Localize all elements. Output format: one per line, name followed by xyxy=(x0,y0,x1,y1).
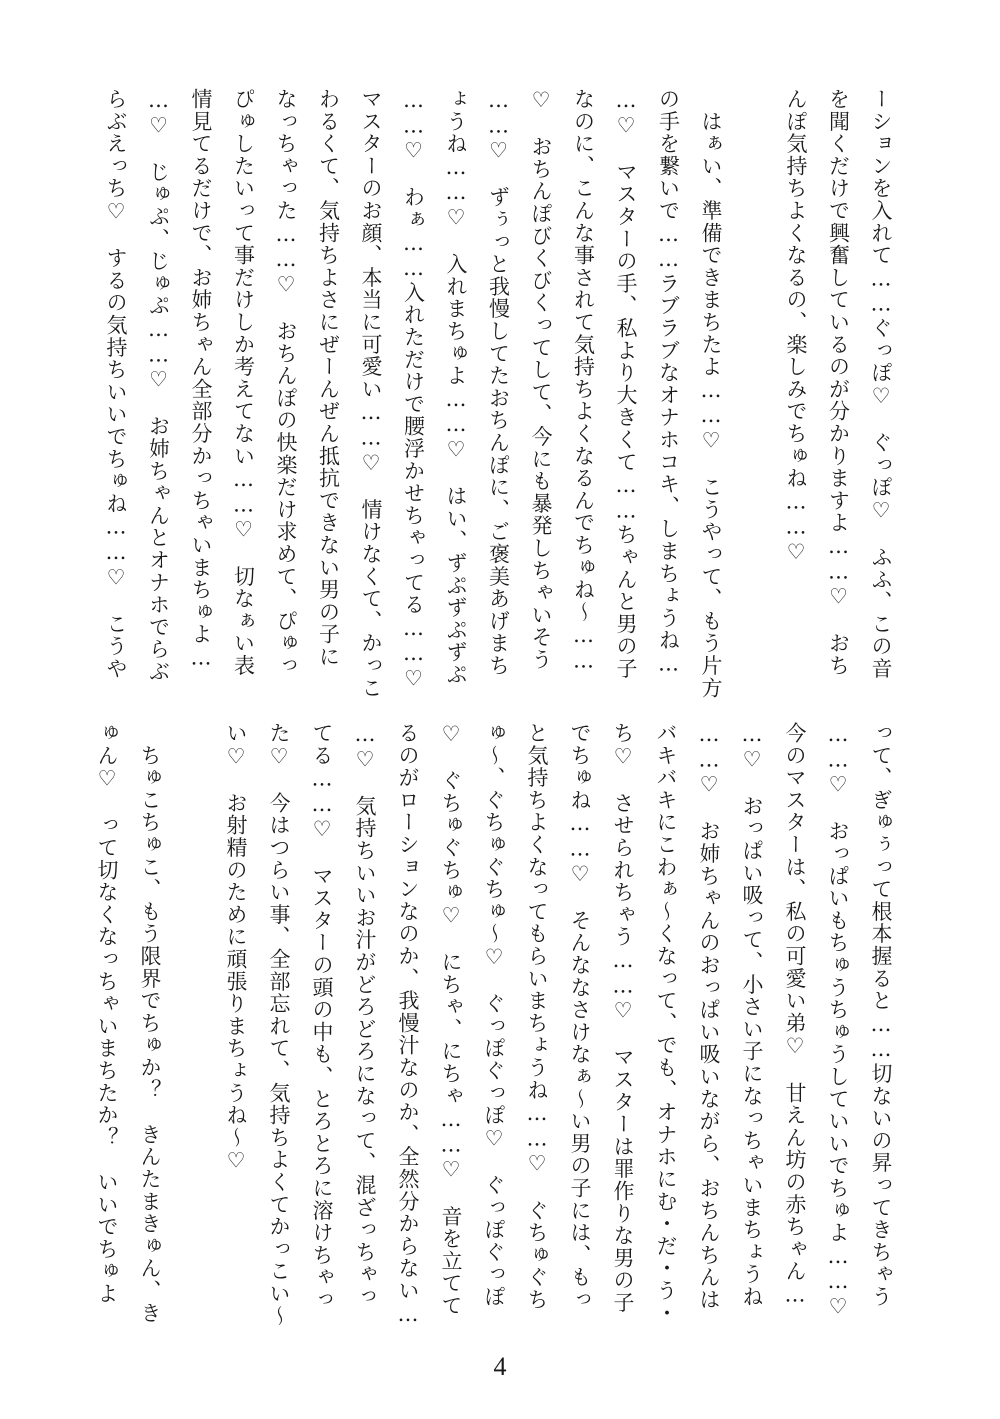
text-column: なのに、こんな事されて気持ちよくなるんでちゅね～…… xyxy=(571,88,596,674)
text-column: って、ぎゅぅって根本握ると……切ないの昇ってきちゃう xyxy=(869,722,893,1308)
text-column: …♡ おっぱい吸って、小さい子になっちゃいまちょうね xyxy=(740,722,764,1308)
text-column: マスターのお顔、本当に可愛い……♡ 情けなくて、かっこ xyxy=(359,88,383,700)
text-column: …♡ 気持ちいいお汁がどろどろになって、混ざっちゃっ xyxy=(353,722,377,1308)
text-column: …♡ マスターの手、私より大きくて……ちゃんと男の子 xyxy=(614,88,638,680)
text-column: を聞くだけで興奮しているのが分かりますよ……♡ おち xyxy=(826,88,851,677)
text-column: ……♡ お姉ちゃんのおっぱい吸いながら、おちんちんは xyxy=(697,722,721,1311)
text-column: ゅ～、ぐちゅぐちゅ～♡ ぐっぽぐっぽ♡ ぐっぽぐっぽ xyxy=(482,722,506,1308)
text-column: ……♡ おっぱいもちゅうちゅうしていいでちゅよ……♡ xyxy=(826,722,850,1320)
text-column: んぽ気持ちよくなるの、楽しみでちゅね……♡ xyxy=(784,88,808,566)
text-column: の手を繋いで……ラブラブなオナホコキ、しまちょうね… xyxy=(656,88,681,677)
text-column: ゅん♡ って切なくなっちゃいまちたか？ いいでちゅよ xyxy=(95,722,119,1305)
text-column: ……♡ ずぅっと我慢してたおちんぽに、ご褒美あげまち xyxy=(486,88,511,677)
text-column: らぶえっち♡ するの気持ちいいでちゅね……♡ こうや xyxy=(104,88,128,680)
text-column: ーションを入れて……ぐっぽ♡ ぐっぽ♡ ふふ、この音 xyxy=(869,88,893,680)
text-column: ち♡ させられちゃう……♡ マスターは罪作りな男の子 xyxy=(611,722,635,1314)
text-column: なっちゃった……♡ おちんぽの快楽だけ求めて、ぴゅっ xyxy=(274,88,298,677)
text-column: た♡ 今はつらい事、全部忘れて、気持ちよくてかっこい～ xyxy=(267,722,291,1328)
text-column: わるくて、気持ちよさにぜーんぜん抵抗できない男の子に xyxy=(316,88,341,668)
text-column: でちゅね……♡ そんななさけなぁ～い男の子には、もっ xyxy=(568,722,592,1311)
text-column: と気持ちよくなってもらいまちょうね……♡ ぐちゅぐち xyxy=(525,722,549,1311)
text-column: ょうね……♡ 入れまちゅよ……♡ はい、ずぷずぷずぷ xyxy=(444,88,468,686)
text-column: …♡ じゅぷ、じゅぷ……♡ お姉ちゃんとオナホでらぶ xyxy=(146,88,171,683)
text-column: ちゅこちゅこ、もう限界でちゅか？ きんたまきゅん、き xyxy=(138,722,162,1325)
text-column: てる……♡ マスターの頭の中も、とろとろに溶けちゃっ xyxy=(310,722,334,1311)
text-column: ……♡ わぁ……入れただけで腰浮かせちゃってる……♡ xyxy=(401,88,426,692)
text-column: バキバキにこわぁ～くなって、でも、オナホにむ・だ・う・ xyxy=(654,722,678,1325)
page-number: 4 xyxy=(493,1352,507,1381)
text-column: 情見てるだけで、お姉ちゃん全部分かっちゃいまちゅよ… xyxy=(189,88,213,671)
text-column: はぁい、準備できまちたよ……♡ こうやって、もう片方 xyxy=(699,88,723,700)
text-column: ♡ ぐちゅぐちゅ♡ にちゃ、にちゃ……♡ 音を立てて xyxy=(439,722,463,1317)
text-column: い♡ お射精のために頑張りまちょうね～♡ xyxy=(224,722,248,1174)
text-column: ぴゅしたいって事だけしか考えてない……♡ 切なぁい表 xyxy=(231,88,256,677)
text-column: 今のマスターは、私の可愛い弟♡ 甘えん坊の赤ちゃん… xyxy=(783,722,807,1308)
text-column: るのがローションなのか、我慢汁なのか、全然分からない… xyxy=(396,722,420,1328)
text-column: ♡ おちんぽびくびくってして、今にも暴発しちゃいそう xyxy=(529,88,553,671)
